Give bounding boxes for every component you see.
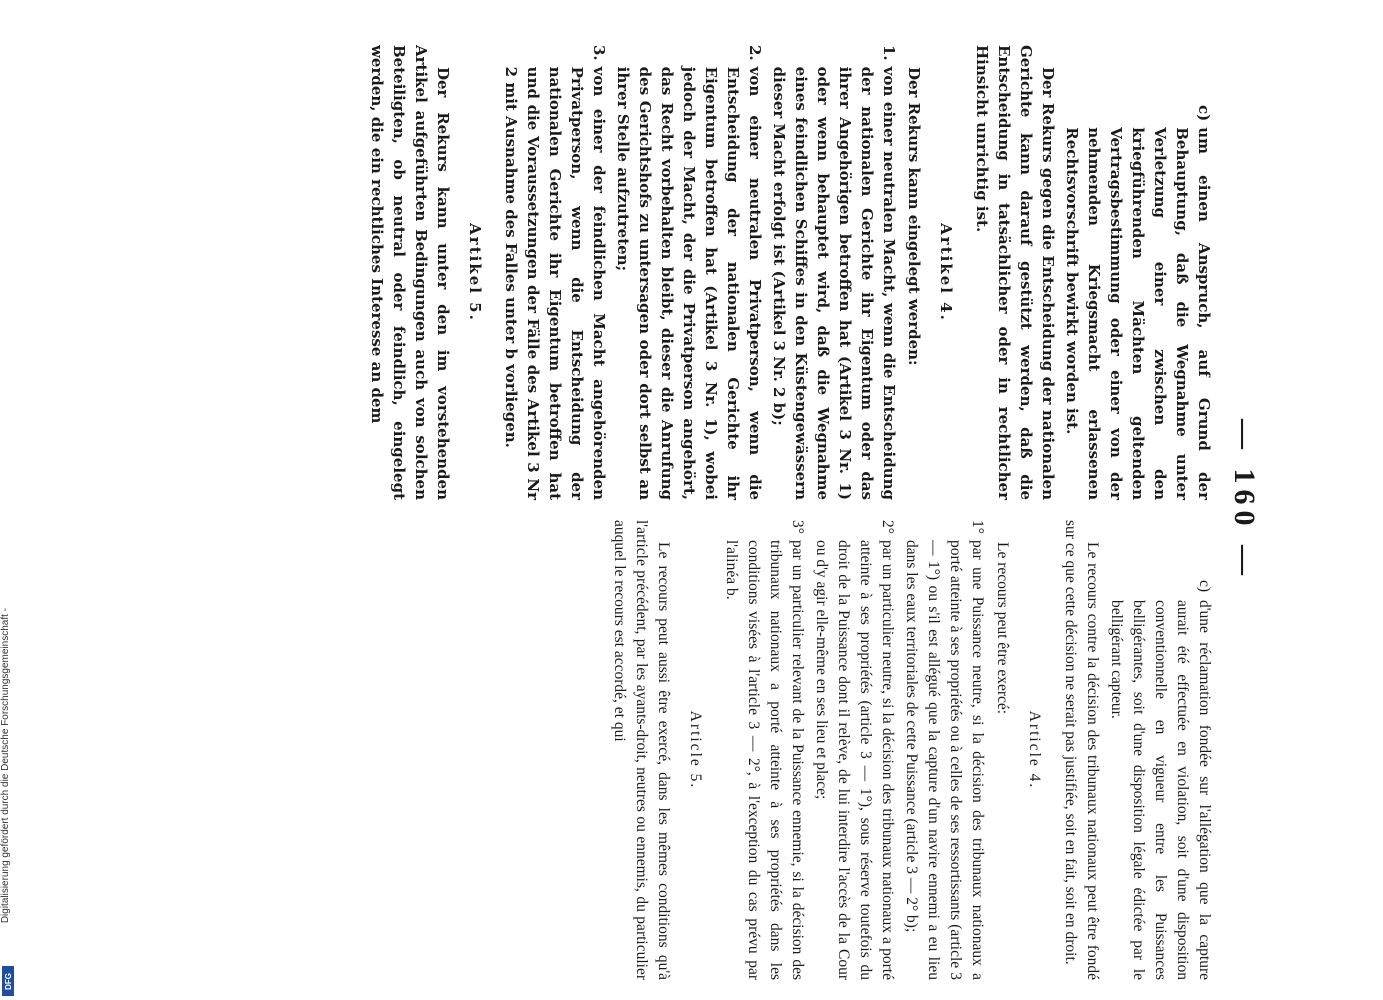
german-item-c-text: um einen Anspruch, auf Grund der Behauptung, daß die Wegnahme unter Verletzung einer zwischen den kriegführenden Mächten geltenden Vertragsbestimmung oder einer von der nehmenden Kriegsmacht erlassenen Rechtsvorschrift bewirkt worden ist. — [1063, 127, 1213, 500]
item-mark: 2° — [879, 520, 896, 534]
item-mark: 3° — [789, 520, 806, 534]
german-article-4-item-1 — [768, 45, 900, 500]
french-article-4-item-2 — [810, 520, 898, 980]
item-text: von einer neutralen Privatperson, wenn die Entscheidung der nationalen Gerichte ihr Eigentum betroffen hat (Artikel 3 Nr. 1), wobei jedoch der Macht, der die Privatperson angehört, das Recht vorbehalten bleibt, dieser die Anrufung des Gerichtshofs zu untersagen oder dort selbst an ihrer Stelle aufzutreten; — [614, 66, 764, 500]
german-article-4-item-3 — [500, 45, 610, 500]
french-column — [605, 520, 1215, 980]
french-article-4-item-1 — [900, 520, 988, 980]
item-text: par un particulier relevant de la Puissance ennemie, si la décision des tribunaux nationaux a porté atteinte à ses propriétés dans les conditions visées à l'article 3 — 2°, à l'exception du cas prévu par l'alinéa b. — [723, 540, 806, 980]
french-article-5-heading: Article 5. — [687, 710, 704, 790]
french-item-c — [1105, 520, 1215, 980]
german-item-c — [1061, 45, 1215, 500]
french-item-c-mark: c) — [1196, 580, 1213, 593]
german-paragraph-1: Der Rekurs gegen die Entscheidung der nationalen Gerichte kann darauf gestützt werden, daß die Entscheidung in tatsächlicher oder in rechtlicher Hinsicht unrichtig ist. — [973, 45, 1057, 500]
german-article-4-heading: Artikel 4. — [937, 223, 955, 322]
german-article-4-item-2 — [612, 45, 766, 500]
german-article-5-paragraph: Der Rekurs kann unter den im vorstehenden Artikel aufgeführten Bedingungen auch von solchen Beteiligten, ob neutral oder feindlich, eingelegt werden, die ein rechtliches Interesse an dem — [368, 45, 452, 500]
french-article-4-intro: Le recours peut être exercé: — [994, 542, 1011, 715]
dfg-logo-text: DFG — [3, 972, 13, 990]
german-column — [363, 45, 1215, 500]
french-article-5-paragraph: Le recours peut aussi être exercé, dans les mêmes conditions qu'à l'article précédent, par les ayants-droit, neutres ou ennemis, du particulier auquel le recours est accordé, et qui — [611, 520, 672, 980]
german-article-5-heading: Artikel 5. — [466, 223, 484, 322]
german-article-4-intro: Der Rekurs kann eingelegt werden: — [905, 67, 923, 366]
item-text: par un particulier neutre, si la décision des tribunaux nationaux a porté atteinte à ses propriétés (article 3 — 1°), sous réserve toutefois du droit de la Puissance dont il relève, de lui interdire l'accès de la Cour ou d'y agir elle-même en ses lieu et place; — [813, 540, 896, 980]
french-article-4-heading: Article 4. — [1026, 710, 1043, 790]
item-mark: 1. — [880, 45, 898, 61]
german-item-c-mark: c) — [1195, 105, 1213, 122]
french-paragraph-1: Le recours contre la décision des tribunaux nationaux peut être fondé sur ce que cette décision ne serait pas justifiée, soit en fait, soit en droit. — [1062, 520, 1101, 980]
item-mark: 3. — [590, 45, 608, 61]
item-text: von einer neutralen Macht, wenn die Entscheidung der nationalen Gerichte ihr Eigentum oder das ihrer Angehörigen betroffen hat (Artikel 3 Nr. 1) oder wenn behauptet wird, daß die Wegnahme eines feindlichen Schiffes in den Küstengewässern dieser Macht erfolgt ist (Artikel 3 Nr. 2 b); — [770, 66, 898, 500]
page-number: — 160 — — [1228, 419, 1261, 581]
item-mark: 2. — [746, 45, 764, 61]
item-text: par une Puissance neutre, si la décision des tribunaux nationaux a porté atteinte à ses propriétés ou à celles de ses ressortissants (article 3 — 1°) ou s'il est allégué que la capture d'un navire ennemi a eu lieu dans les eaux territoriales de cette Puissance (article 3 — 2° b); — [903, 540, 986, 980]
digitization-note — [0, 0, 16, 1000]
french-item-c-text: d'une réclamation fondée sur l'allégation que la capture aurait été effectuée en violation, soit d'une disposition conventionnelle en vigueur entre les Puissances belligérantes, soit d'une disposition légale édictée par le belligérant capteur. — [1108, 600, 1213, 980]
item-mark: 1° — [969, 520, 986, 534]
dfg-logo — [2, 966, 14, 996]
item-text: von einer der feindlichen Macht angehörenden Privatperson, wenn die Entscheidung der nationalen Gerichte ihr Eigentum betroffen hat und die Voraussetzungen der Fälle des Artikel 3 Nr 2 mit Ausnahme des Falles unter b vorliegen. — [502, 66, 608, 500]
digitization-note-text: Digitalisierung gefördert durch die Deutsche Forschungsgemeinschaft - — [0, 608, 11, 924]
french-article-4-item-3 — [720, 520, 808, 980]
